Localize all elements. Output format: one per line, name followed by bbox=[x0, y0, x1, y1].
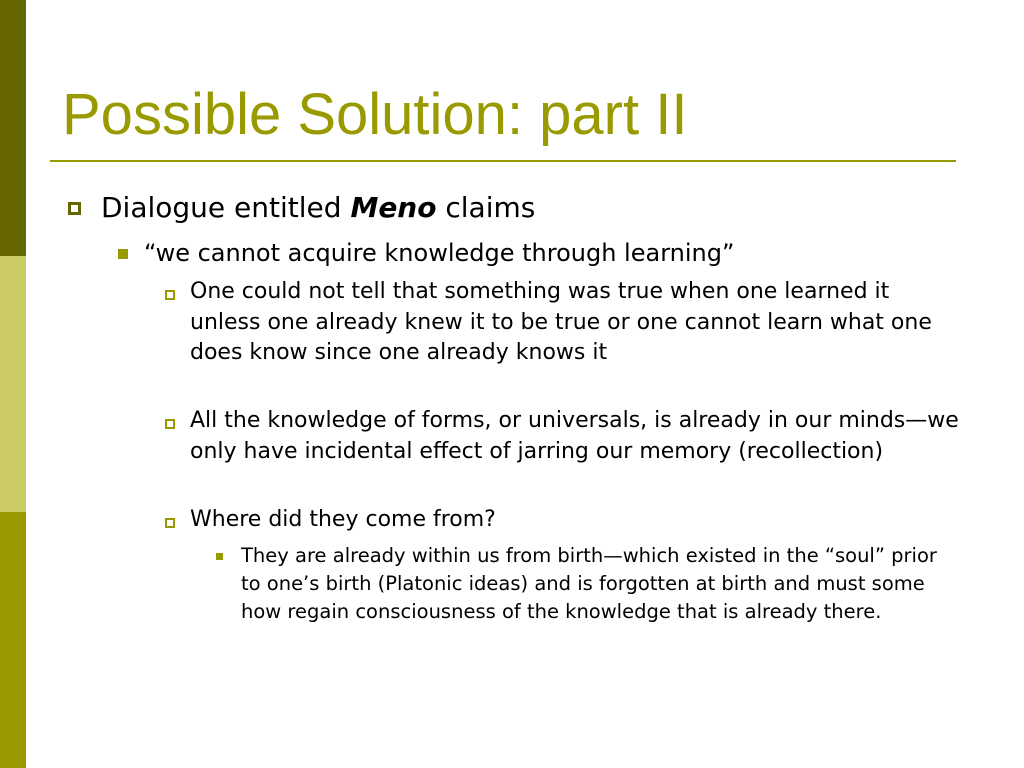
bullet-level-3-item: All the knowledge of forms, or universals, is already in our minds—we only have incidental effect of jarring our memory (recollection) bbox=[190, 408, 959, 464]
bullet-level-3-item: Where did they come from? bbox=[190, 507, 496, 532]
filled-square-bullet-icon bbox=[118, 249, 128, 259]
bullet-level-4: They are already within us from birth—which existed in the “soul” prior to one’s birth (Platonic ideas) and is forgotten at birth and must some how regain consciousness of the knowledge that is already there. bbox=[241, 544, 937, 623]
side-decoration-bar bbox=[0, 0, 26, 768]
bullet-level-2: “we cannot acquire knowledge through learning” bbox=[144, 239, 735, 267]
bullet-level-1 bbox=[101, 188, 535, 228]
hollow-square-bullet-icon bbox=[165, 290, 175, 300]
hollow-square-bullet-icon bbox=[165, 419, 175, 429]
slide-title: Possible Solution: part II bbox=[62, 82, 688, 147]
hollow-square-bullet-icon bbox=[165, 518, 175, 528]
side-bar-olive-segment bbox=[0, 512, 26, 768]
meno-title-emphasis: Meno bbox=[350, 191, 437, 224]
bullet-level-1-prefix: Dialogue entitled bbox=[101, 191, 351, 224]
side-bar-dark-segment bbox=[0, 0, 26, 256]
bullet-level-3-item: One could not tell that something was true when one learned it unless one already knew it to be true or one cannot learn what one does know since one already knows it bbox=[190, 279, 932, 365]
filled-square-bullet-icon bbox=[216, 553, 223, 560]
side-bar-light-segment bbox=[0, 256, 26, 512]
hollow-square-bullet-icon bbox=[68, 202, 81, 215]
title-divider bbox=[50, 160, 956, 162]
bullet-level-1-suffix: claims bbox=[436, 191, 536, 224]
